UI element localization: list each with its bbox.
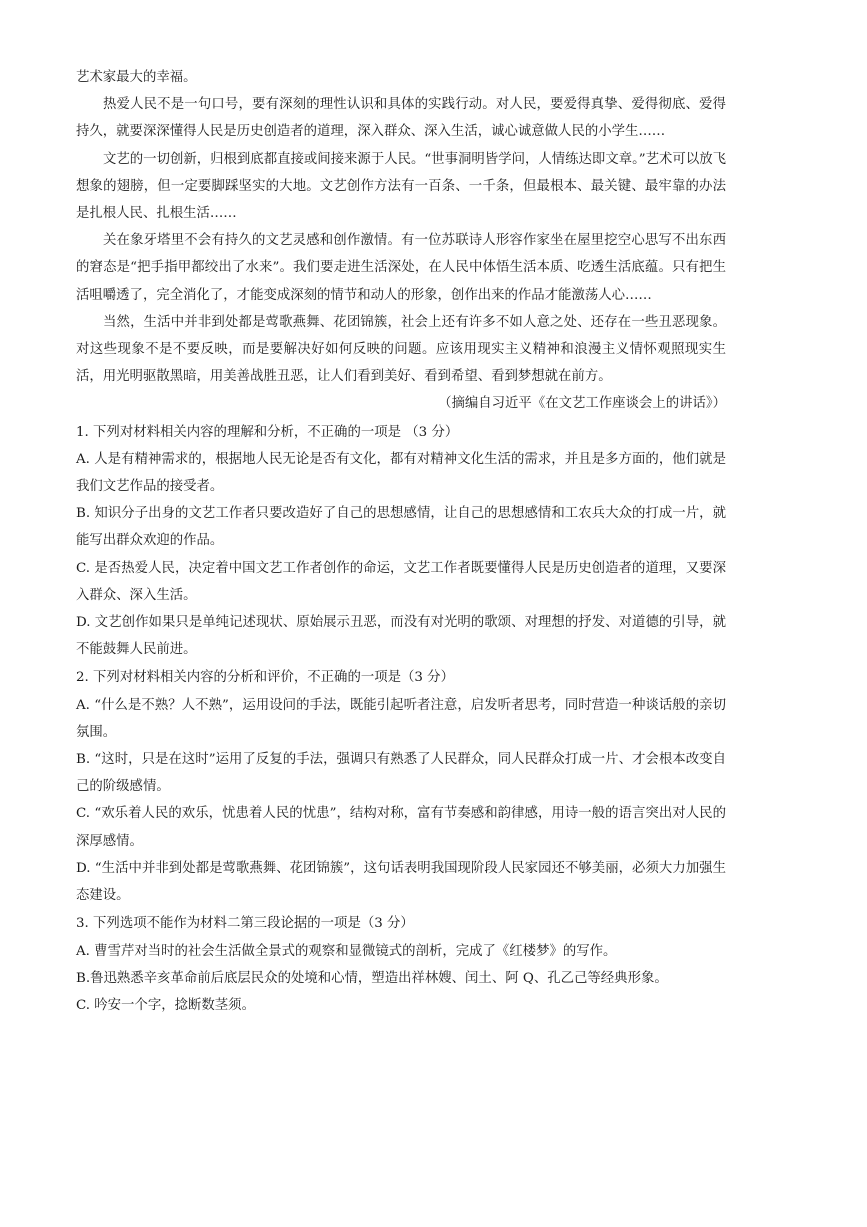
option-c: C. 是否热爱人民，决定着中国文艺工作者创作的命运，文艺工作者既要懂得人民是历史创造者的道理，又要深入群众、深入生活。	[76, 560, 726, 603]
option-b: B. “这时，只是在这时”运用了反复的手法，强调只有熟悉了人民群众，同人民群众打成一片、才会根本改变自己的阶级感情。	[76, 752, 726, 795]
option-b: B.鲁迅熟悉辛亥革命前后底层民众的处境和心情，塑造出祥林嫂、闰土、阿 Q、孔乙己等经典形象。	[76, 970, 668, 986]
passage-paragraph: 当然，生活中并非到处都是莺歌燕舞、花团锦簇，社会上还有许多不如人意之处、还存在一些丑恶现象。对这些现象不是不要反映，而是要解决好如何反映的问题。应该用现实主义精神和浪漫主义情怀观照现实生活，用光明驱散黑暗，用美善战胜丑恶，让人们看到美好、看到希望、看到梦想就在前方。	[76, 314, 726, 385]
passage	[76, 64, 726, 418]
question-2	[76, 664, 726, 909]
question-stem: 3. 下列选项不能作为材料二第三段论据的一项是（3 分）	[76, 916, 414, 932]
option-d: D. “生活中并非到处都是莺歌燕舞、花团锦簇”，这句话表明我国现阶段人民家园还不够美丽，必须大力加强生态建设。	[76, 860, 726, 904]
question-1	[76, 419, 726, 664]
passage-paragraph: 热爱人民不是一句口号，要有深刻的理性认识和具体的实践行动。对人民，要爱得真挚、爱得彻底、爱得持久，就要深深懂得人民是历史创造者的道理，深入群众、深入生活，诚心诚意做人民的小学生……	[76, 97, 726, 140]
passage-paragraph: 文艺的一切创新，归根到底都直接或间接来源于人民。“世事洞明皆学问，人情练达即文章。”艺术可以放飞想象的翅膀，但一定要脚踩坚实的大地。文艺创作方法有一百条、一千条，但最根本、最关键、最牢靠的办法是扎根人民、扎根生活……	[76, 151, 726, 222]
option-d: D. 文艺创作如果只是单纯记述现状、原始展示丑恶，而没有对光明的歌颂、对理想的抒发、对道德的引导，就不能鼓舞人民前进。	[76, 615, 726, 658]
question-stem: 1. 下列对材料相关内容的理解和分析，不正确的一项是 （3 分）	[76, 424, 459, 440]
option-c: C. 吟安一个字，捻断数茎须。	[76, 997, 255, 1013]
option-b: B. 知识分子出身的文艺工作者只要改造好了自己的思想感情，让自己的思想感情和工农兵大众的打成一片，就能写出群众欢迎的作品。	[76, 506, 726, 549]
question-3	[76, 910, 726, 1019]
passage-line: 艺术家最大的幸福。	[76, 70, 197, 85]
question-stem: 2. 下列对材料相关内容的分析和评价，不正确的一项是（3 分）	[76, 670, 454, 686]
option-a: A. “什么是不熟？人不熟”，运用设问的手法，既能引起听者注意，启发听者思考，同时营造一种谈话般的亲切氛围。	[76, 697, 726, 740]
option-a: A. 人是有精神需求的，根据地人民无论是否有文化，都有对精神文化生活的需求，并且是多方面的，他们就是我们文艺作品的接受者。	[76, 451, 726, 495]
passage-paragraph: 关在象牙塔里不会有持久的文艺灵感和创作激情。有一位苏联诗人形容作家坐在屋里挖空心思写不出东西的窘态是“把手指甲都绞出了水来”。我们要走进生活深处，在人民中体悟生活本质、吃透生活底蕴。只有把生活咀嚼透了，完全消化了，才能变成深刻的情节和动人的形象，创作出来的作品才能激荡人心……	[76, 233, 726, 303]
option-a: A. 曹雪芹对当时的社会生活做全景式的观察和显微镜式的剖析，完成了《红楼梦》的写作。	[76, 943, 617, 959]
passage-source: （摘编自习近平《在文艺工作座谈会上的讲话》）	[438, 396, 726, 412]
option-c: C. “欢乐着人民的欢乐，忧患着人民的忧患”，结构对称，富有节奏感和韵律感，用诗一般的语言突出对人民的深厚感情。	[76, 806, 726, 849]
page-content	[76, 64, 726, 1019]
